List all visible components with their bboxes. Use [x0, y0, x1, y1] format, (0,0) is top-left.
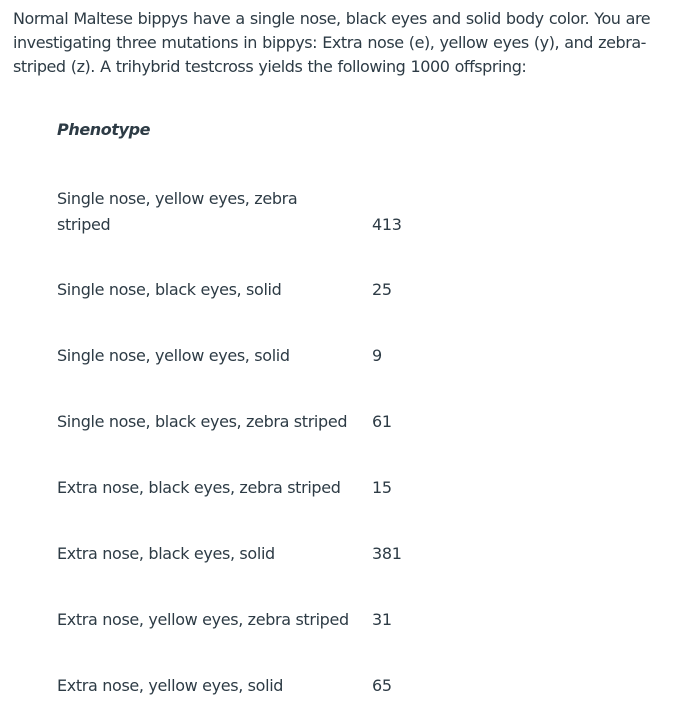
count-cell: 25 [372, 280, 392, 299]
count-cell: 31 [372, 610, 392, 629]
phenotype-column-header: Phenotype [57, 120, 151, 139]
table-row [57, 343, 457, 391]
phenotype-cell: Extra nose, yellow eyes, zebra striped [57, 610, 349, 629]
table-row [57, 475, 457, 523]
count-cell: 413 [372, 215, 402, 234]
table-row [57, 277, 457, 325]
phenotype-cell: Extra nose, black eyes, zebra striped [57, 478, 341, 497]
count-cell: 15 [372, 478, 392, 497]
intro-paragraph: Normal Maltese bippys have a single nose, black eyes and solid body color. You are investigating three mutations in bippys: Extra nose (e), yellow eyes (y), and zebra-striped (z). A trihybrid testcross yields the following 1000 offspring: [13, 9, 651, 76]
count-cell: 61 [372, 412, 392, 431]
count-cell: 65 [372, 676, 392, 695]
phenotype-cell: Single nose, yellow eyes, zebra striped [57, 189, 298, 234]
phenotype-cell: Single nose, black eyes, solid [57, 280, 282, 299]
table-row [57, 673, 457, 721]
table-row [57, 607, 457, 655]
phenotype-cell: Extra nose, yellow eyes, solid [57, 676, 284, 695]
phenotype-cell: Single nose, yellow eyes, solid [57, 346, 290, 365]
phenotype-cell: Single nose, black eyes, zebra striped [57, 412, 348, 431]
table-row [57, 409, 457, 457]
count-cell: 381 [372, 544, 402, 563]
table-row [57, 186, 457, 234]
phenotype-cell: Extra nose, black eyes, solid [57, 544, 275, 563]
table-row [57, 541, 457, 589]
count-cell: 9 [372, 346, 382, 365]
